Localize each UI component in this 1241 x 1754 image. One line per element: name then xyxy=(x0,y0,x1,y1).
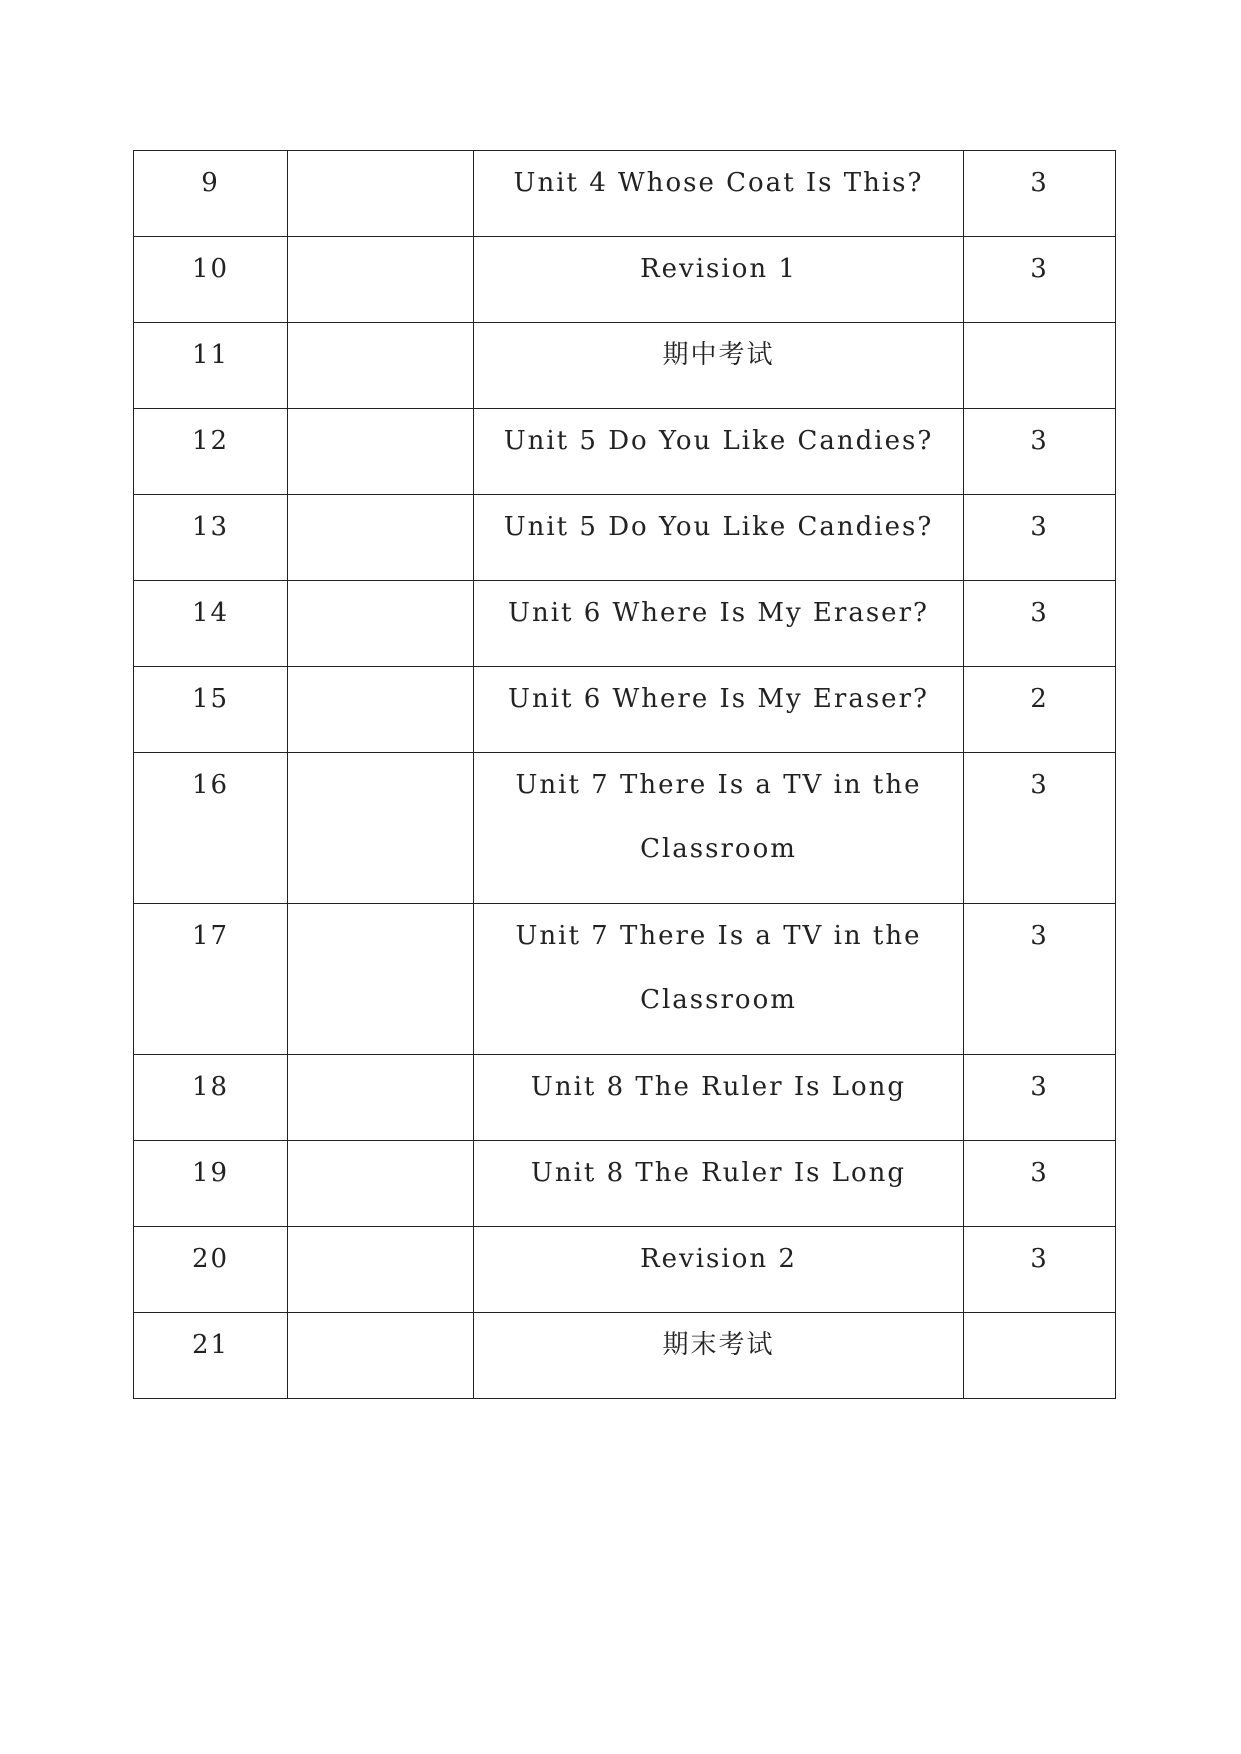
date-cell xyxy=(288,151,474,237)
lesson-hours: 3 xyxy=(1030,1158,1049,1188)
table-row xyxy=(134,753,1116,904)
week-number: 12 xyxy=(191,426,230,456)
lesson-content: Revision 2 xyxy=(640,1244,797,1274)
week-cell xyxy=(134,1055,288,1141)
hours-cell xyxy=(964,237,1116,323)
lesson-hours: 3 xyxy=(1030,426,1049,456)
week-cell xyxy=(134,151,288,237)
hours-cell xyxy=(964,151,1116,237)
hours-cell xyxy=(964,1227,1116,1313)
week-number: 10 xyxy=(191,254,230,284)
content-cell xyxy=(474,667,964,753)
lesson-hours: 3 xyxy=(1030,1072,1049,1102)
content-cell xyxy=(474,151,964,237)
content-cell xyxy=(474,753,964,904)
week-number: 16 xyxy=(191,770,230,800)
lesson-content: Unit 7 There Is a TV in the Classroom xyxy=(515,770,922,864)
lesson-hours: 3 xyxy=(1030,512,1049,542)
week-number: 19 xyxy=(191,1158,230,1188)
content-cell xyxy=(474,1313,964,1399)
week-cell xyxy=(134,904,288,1055)
content-cell xyxy=(474,904,964,1055)
hours-cell xyxy=(964,667,1116,753)
date-cell xyxy=(288,495,474,581)
date-cell xyxy=(288,581,474,667)
hours-cell xyxy=(964,753,1116,904)
table-row xyxy=(134,495,1116,581)
hours-cell xyxy=(964,495,1116,581)
date-cell xyxy=(288,323,474,409)
week-cell xyxy=(134,1313,288,1399)
table-row xyxy=(134,581,1116,667)
date-cell xyxy=(288,1313,474,1399)
week-cell xyxy=(134,667,288,753)
lesson-hours: 3 xyxy=(1030,168,1049,198)
content-cell xyxy=(474,1227,964,1313)
date-cell xyxy=(288,667,474,753)
table-row xyxy=(134,1055,1116,1141)
content-cell xyxy=(474,1055,964,1141)
date-cell xyxy=(288,1141,474,1227)
lesson-hours: 3 xyxy=(1030,254,1049,284)
table-row xyxy=(134,667,1116,753)
lesson-hours: 3 xyxy=(1030,921,1049,951)
date-cell xyxy=(288,1055,474,1141)
table-row xyxy=(134,409,1116,495)
week-cell xyxy=(134,409,288,495)
content-cell xyxy=(474,581,964,667)
hours-cell xyxy=(964,581,1116,667)
lesson-content: Unit 8 The Ruler Is Long xyxy=(530,1072,907,1102)
week-cell xyxy=(134,323,288,409)
content-cell xyxy=(474,237,964,323)
week-cell xyxy=(134,753,288,904)
hours-cell xyxy=(964,1313,1116,1399)
lesson-content: Unit 7 There Is a TV in the Classroom xyxy=(515,921,922,1015)
teaching-schedule-table xyxy=(133,150,1116,1399)
week-cell xyxy=(134,1227,288,1313)
lesson-hours: 2 xyxy=(1030,684,1049,714)
table-row xyxy=(134,1227,1116,1313)
lesson-hours: 3 xyxy=(1030,1244,1049,1274)
week-number: 13 xyxy=(191,512,230,542)
week-cell xyxy=(134,581,288,667)
lesson-content: 期末考试 xyxy=(662,1330,775,1360)
content-cell xyxy=(474,1141,964,1227)
date-cell xyxy=(288,409,474,495)
hours-cell xyxy=(964,409,1116,495)
table-row xyxy=(134,904,1116,1055)
week-cell xyxy=(134,1141,288,1227)
hours-cell xyxy=(964,1055,1116,1141)
week-cell xyxy=(134,495,288,581)
date-cell xyxy=(288,904,474,1055)
hours-cell xyxy=(964,904,1116,1055)
hours-cell xyxy=(964,323,1116,409)
date-cell xyxy=(288,237,474,323)
hours-cell xyxy=(964,1141,1116,1227)
table-row xyxy=(134,237,1116,323)
week-number: 14 xyxy=(191,598,230,628)
content-cell xyxy=(474,323,964,409)
week-cell xyxy=(134,237,288,323)
week-number: 15 xyxy=(191,684,230,714)
lesson-hours: 3 xyxy=(1030,770,1049,800)
table-row xyxy=(134,1313,1116,1399)
content-cell xyxy=(474,409,964,495)
table-row xyxy=(134,1141,1116,1227)
week-number: 20 xyxy=(191,1244,230,1274)
lesson-content: 期中考试 xyxy=(662,340,775,370)
date-cell xyxy=(288,1227,474,1313)
lesson-content: Unit 6 Where Is My Eraser? xyxy=(508,684,929,714)
lesson-hours: 3 xyxy=(1030,598,1049,628)
date-cell xyxy=(288,753,474,904)
week-number: 11 xyxy=(191,340,230,370)
lesson-content: Unit 8 The Ruler Is Long xyxy=(530,1158,907,1188)
table-row xyxy=(134,323,1116,409)
table-row xyxy=(134,151,1116,237)
week-number: 17 xyxy=(191,921,230,951)
week-number: 9 xyxy=(201,168,220,198)
content-cell xyxy=(474,495,964,581)
lesson-content: Unit 4 Whose Coat Is This? xyxy=(513,168,924,198)
week-number: 21 xyxy=(191,1330,230,1360)
lesson-content: Unit 6 Where Is My Eraser? xyxy=(508,598,929,628)
week-number: 18 xyxy=(191,1072,230,1102)
lesson-content: Revision 1 xyxy=(640,254,797,284)
lesson-content: Unit 5 Do You Like Candies? xyxy=(503,512,934,542)
schedule-body xyxy=(134,151,1116,1399)
lesson-content: Unit 5 Do You Like Candies? xyxy=(503,426,934,456)
